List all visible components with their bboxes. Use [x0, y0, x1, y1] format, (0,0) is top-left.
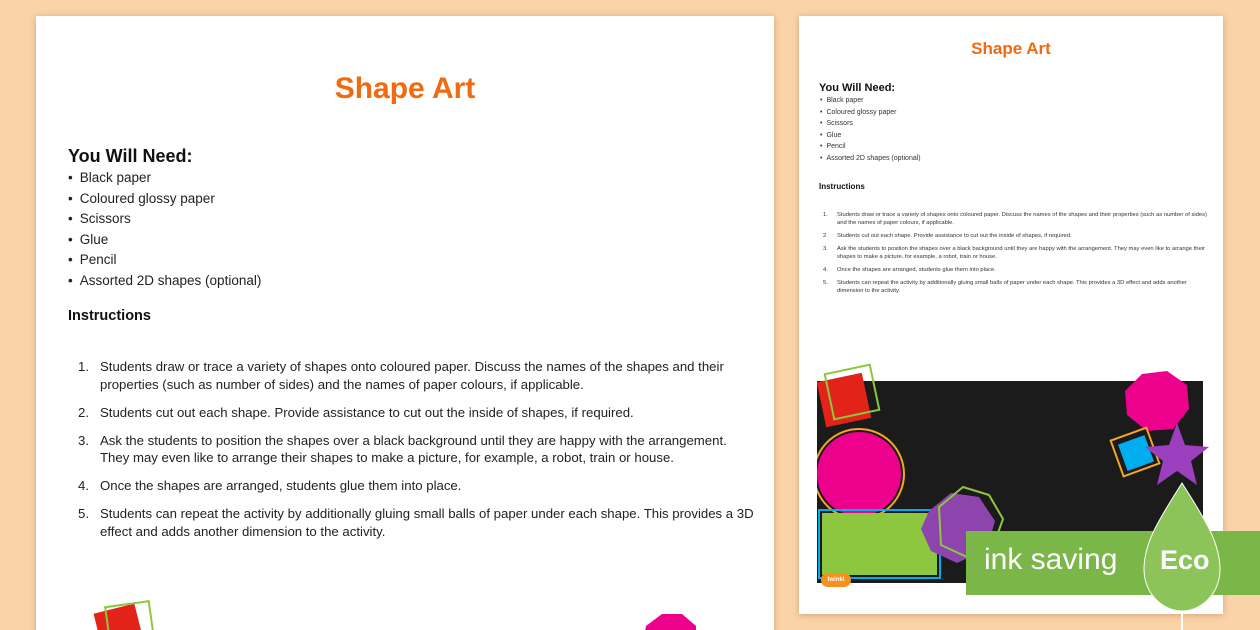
- instruction-step: [823, 266, 1207, 274]
- list-item: • Coloured glossy paper: [68, 189, 261, 210]
- instructions-heading: Instructions: [819, 182, 865, 191]
- list-item: • Assorted 2D shapes (optional): [68, 271, 261, 292]
- step-text: Once the shapes are arranged, students glue them into place.: [100, 478, 462, 493]
- instruction-step: [78, 505, 758, 540]
- green-rectangle-shape: [822, 513, 937, 575]
- step-text: Students draw or trace a variety of shapes onto coloured paper. Discuss the names of the shapes and their properties (such as number of sides) and the names of paper colours, if applicable.: [837, 212, 1207, 227]
- list-item: • Pencil: [68, 250, 261, 271]
- step-number: 3.: [823, 246, 828, 252]
- step-number: 2.: [78, 404, 89, 420]
- step-number: 4.: [78, 478, 89, 493]
- eco-ink-saving-badge: [966, 475, 1260, 630]
- page-title: Shape Art: [971, 39, 1051, 58]
- step-text: Students draw or trace a variety of shapes onto coloured paper. Discuss the names of the shapes and their properties (such as number of sides) and the names of paper colours, if applicable.: [100, 359, 724, 392]
- eco-leaf-label: Eco: [1160, 545, 1210, 575]
- step-number: 1.: [78, 359, 89, 374]
- list-item: • Scissors: [68, 209, 261, 230]
- instruction-step: [78, 358, 758, 393]
- list-item: • Scissors: [820, 118, 921, 130]
- instruction-step: [823, 211, 1207, 228]
- step-text: Students cut out each shape. Provide assistance to cut out the inside of shapes, if required.: [837, 233, 1072, 240]
- step-text: Students can repeat the activity by additionally gluing small balls of paper under each shape. This provides a 3D effect and adds another dimension to the activity.: [100, 506, 754, 539]
- step-number: 2.: [823, 233, 828, 240]
- worksheet-page-large: [36, 16, 774, 630]
- instructions-list: [78, 358, 758, 551]
- twinkl-logo: twinkl: [821, 573, 851, 587]
- step-text: Ask the students to position the shapes over a black background until they are happy with the arrangement. They may even like to arrange their shapes to make a picture, for example, a robot, train or house.: [100, 432, 727, 465]
- you-will-need-heading: You Will Need:: [819, 82, 896, 94]
- step-number: 5.: [823, 280, 828, 286]
- step-number: 1.: [823, 212, 828, 218]
- list-item: • Glue: [820, 130, 921, 142]
- list-item: • Black paper: [68, 168, 261, 189]
- step-number: 4.: [823, 267, 828, 274]
- step-text: Ask the students to position the shapes over a black background until they are happy with the arrangement. They may even like to arrange their shapes to make a picture, for example, a robot, train or house.: [837, 246, 1205, 261]
- instruction-step: [823, 279, 1207, 296]
- shape-art-preview-cropped: [36, 596, 774, 630]
- list-item: • Coloured glossy paper: [820, 107, 921, 119]
- list-item: • Pencil: [820, 141, 921, 153]
- step-number: 3.: [78, 432, 89, 448]
- ink-saving-label: ink saving: [984, 543, 1118, 576]
- step-text: Students cut out each shape. Provide assistance to cut out the inside of shapes, if required.: [100, 404, 634, 420]
- instruction-step: [78, 477, 758, 495]
- pink-circle-shape: [817, 432, 901, 516]
- instruction-step: [823, 245, 1207, 262]
- list-item: • Glue: [68, 230, 261, 251]
- instructions-list: [823, 211, 1207, 300]
- materials-list: [820, 95, 921, 165]
- list-item: • Black paper: [820, 95, 921, 107]
- red-square-shape: [94, 604, 145, 630]
- you-will-need-heading: You Will Need:: [68, 146, 193, 166]
- pink-octagon-shape: [642, 614, 696, 630]
- instructions-heading: Instructions: [68, 308, 151, 324]
- materials-list: [68, 168, 261, 291]
- step-text: Students can repeat the activity by additionally gluing small balls of paper under each shape. This provides a 3D effect and adds another dimension to the activity.: [837, 280, 1187, 295]
- step-text: Once the shapes are arranged, students glue them into place.: [837, 267, 996, 274]
- instruction-step: [823, 232, 1207, 240]
- instruction-step: [78, 432, 758, 467]
- step-number: 5.: [78, 506, 89, 521]
- list-item: • Assorted 2D shapes (optional): [820, 153, 921, 165]
- instruction-step: [78, 404, 758, 422]
- page-title: Shape Art: [334, 72, 476, 105]
